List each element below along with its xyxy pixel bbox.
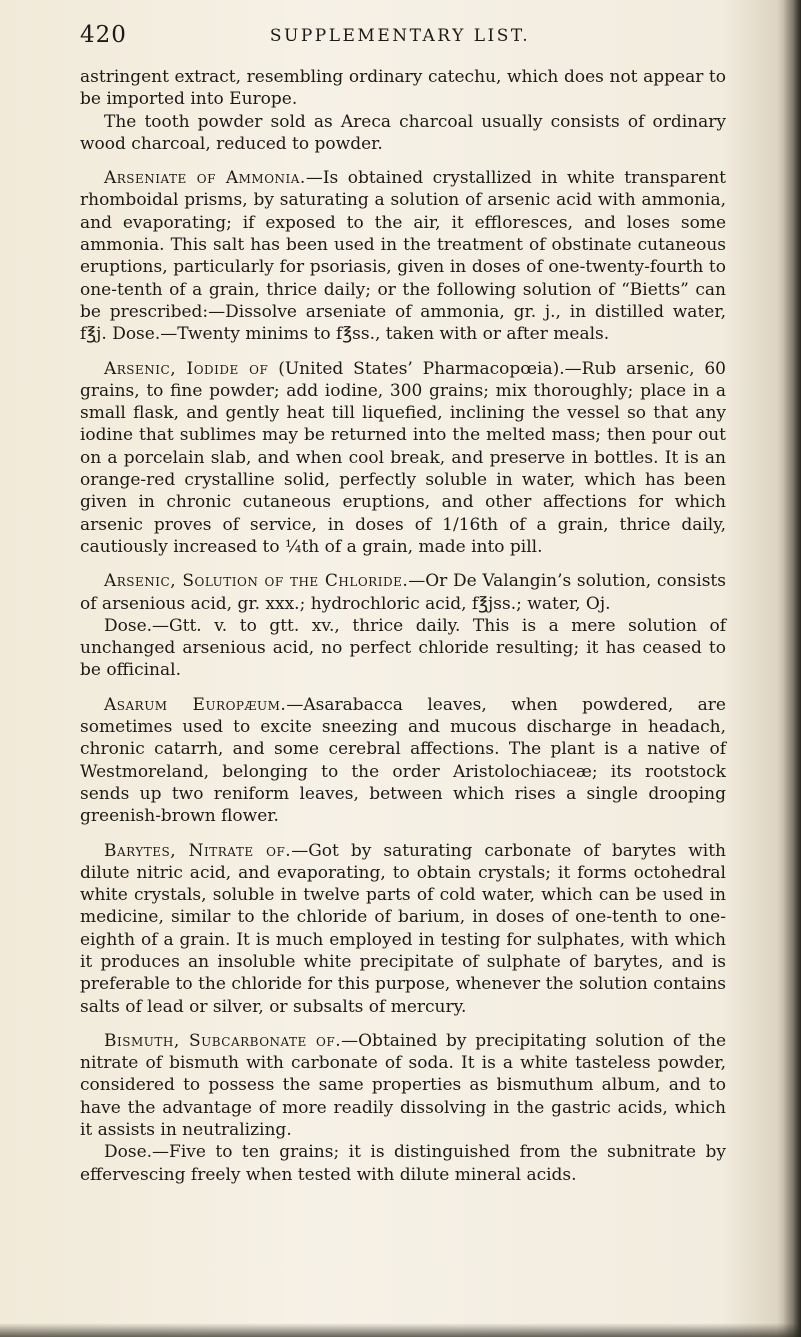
entry-heading: Arseniate of Ammonia.	[104, 168, 306, 189]
entry-bismuth-subcarbonate: Bismuth, Subcarbonate of.—Obtained by precipitating solution of the nitrate of bismuth with carbonate of soda. It is a white tasteless powder, considered to possess the same properties as bismuthum album, and to have the advantage of more readily dissolving in the gastric acids, which it assists in neutralizing.	[80, 1030, 727, 1141]
entry-heading: Bismuth, Subcarbonate of.	[104, 1030, 342, 1051]
page-bottom-shadow	[0, 1323, 801, 1337]
running-head: SUPPLEMENTARY LIST.	[269, 26, 531, 46]
page-edge-shadow	[783, 0, 801, 1337]
body-text	[80, 66, 726, 1186]
entry-barytes-nitrate: Barytes, Nitrate of.—Got by saturating carbonate of barytes with dilute nitric acid, and evaporating, to obtain crystals; it forms octohedral white crystals, soluble in twelve parts of cold water, which can be used in medicine, similar to the chloride of barium, in doses of one-tenth to one-eighth of a grain. It is much employed in testing for sulphates, with which it produces an insoluble white precipitate of sulphate of barytes, and is preferable to the chloride for this purpose, whenever the solution contains salts of lead or silver, or subsalts of mercury.	[80, 840, 726, 1017]
entry-heading: Arsenic, Iodide of	[104, 358, 269, 379]
page-header	[80, 20, 720, 52]
paragraph: astringent extract, resembling ordinary catechu, which does not appear to be imported into Europe.	[80, 67, 726, 110]
entry-arsenic-iodide: Arsenic, Iodide of (United States’ Pharmacopœia).—Rub arsenic, 60 grains, to fine powder; add iodine, 300 grains; mix thoroughly; place in a small flask, and gently heat till liquefied, inclining the vessel so that any iodine that sublimes may be returned into the melted mass; then pour out on a porcelain slab, and when cool break, and preserve in bottles. It is an orange-red crystalline solid, perfectly soluble in water, which has been given in chronic cutaneous eruptions, and other affections for which arsenic proves of service, in doses of 1/16th of a grain, thrice daily, cautiously increased to ¼th of a grain, made into pill.	[80, 358, 727, 557]
entry-arseniate-of-ammonia: Arseniate of Ammonia.—Is obtained crystallized in white transparent rhomboidal prisms, by saturating a solution of arsenic acid with ammonia, and evaporating; if exposed to the air, it effloresces, and loses some ammonia. This salt has been used in the treatment of obstinate cutaneous eruptions, particularly for psoriasis, given in doses of one-twenty-fourth to one-tenth of a grain, thrice daily; or the following solution of “Bietts” can be prescribed:—Dissolve arseniate of ammonia, gr. j., in distilled water, f℥j. Dose.—Twenty minims to f℥ss., taken with or after meals.	[80, 168, 726, 345]
entry-heading: Barytes, Nitrate of.	[104, 840, 292, 861]
entry-arsenic-solution-chloride: Arsenic, Solution of the Chloride.—Or De Valangin’s solution, consists of arsenious acid, gr. xxx.; hydrochloric acid, f℥jss.; water, Oj.	[80, 571, 726, 614]
page-number: 420	[80, 22, 127, 48]
paragraph: Dose.—Five to ten grains; it is distinguished from the subnitrate by effervescing freely when tested with dilute mineral acids.	[80, 1142, 726, 1185]
entry-heading: Asarum Europæum.	[104, 694, 287, 715]
paragraph: The tooth powder sold as Areca charcoal usually consists of ordinary wood charcoal, reduced to powder.	[80, 111, 726, 154]
entry-heading: Arsenic, Solution of the Chloride.	[104, 571, 409, 592]
entry-asarum-europaeum: Asarum Europæum.—Asarabacca leaves, when powdered, are sometimes used to excite sneezing and mucous discharge in headach, chronic catarrh, and some cerebral affections. The plant is a native of Westmoreland, belonging to the order Aristolochiaceæ; its rootstock sends up two reniform leaves, between which rises a single drooping greenish-brown flower.	[80, 694, 726, 827]
paragraph: Dose.—Gtt. v. to gtt. xv., thrice daily. This is a mere solution of unchanged arsenious acid, no perfect chloride resulting; it has ceased to be officinal.	[80, 615, 726, 681]
